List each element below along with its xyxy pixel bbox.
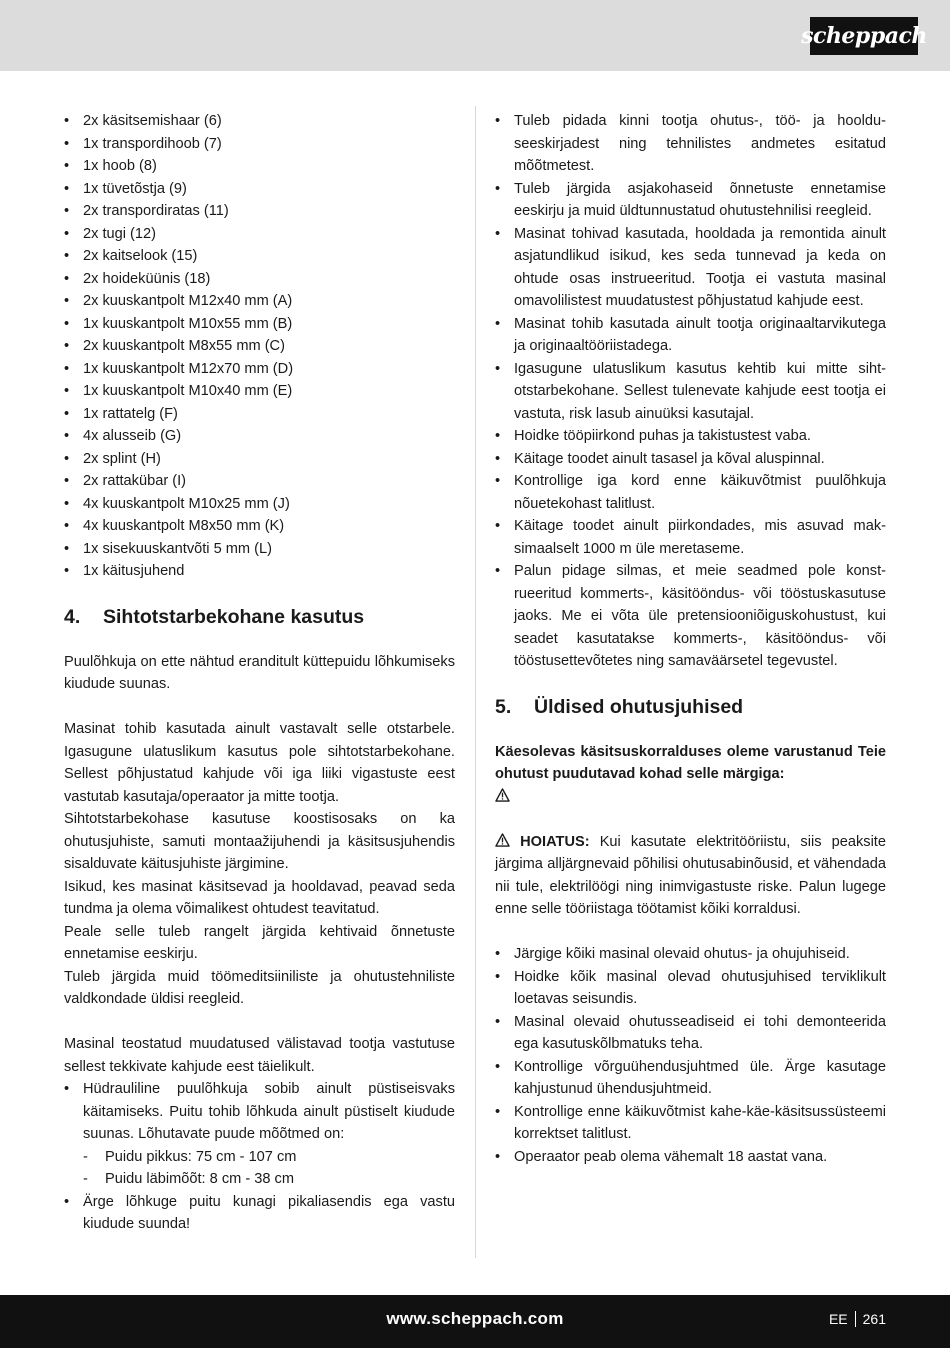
list-item: • 2x käsitsemishaar (6) bbox=[64, 110, 455, 133]
list-item: • Käitage toodet ainult tasasel ja kõval aluspinnal. bbox=[495, 448, 886, 471]
paragraph: Isikud, kes masinat käsitsevad ja hooldavad, peavad seda tundma ja olema võimalikest ohtudest teavitatud. bbox=[64, 878, 455, 917]
list-item: • 1x käitusjuhend bbox=[64, 560, 455, 583]
language-code: EE bbox=[828, 1311, 848, 1327]
list-item: • Kontrollige võrguühendusjuhtmed üle. Ärge kasutage kahjustunud ühendusjuhtmeid. bbox=[495, 1056, 886, 1101]
list-item: • Masinat tohivad kasutada, hooldada ja remontida ainult asjatundlikud isikud, kes seda tunnevad ja keda on ohtude osas instrueeritud. Tootja ei vastuta masinal omavolilistest muudatustest põhjustatud kahjude eest. bbox=[495, 223, 886, 313]
footer-website-link[interactable]: www.scheppach.com bbox=[386, 1309, 564, 1328]
list-item: - Puidu läbimõõt: 8 cm - 38 cm bbox=[83, 1168, 455, 1191]
paragraph: Masinat tohib kasutada ainult vastavalt selle otstarbele. Igasugune ulatuslikum kasutus pole sihtotstarbekohane. Sellest põhjustatud kahjude või iga liiki vigastuste eest vastutab kasutaja/operaator ja mitte tootja. bbox=[64, 721, 455, 805]
left-column bbox=[64, 110, 455, 1236]
section-number: 5. bbox=[495, 695, 512, 718]
list-item: • Operaator peab olema vähemalt 18 aastat vana. bbox=[495, 1146, 886, 1169]
list-item: • Masinat tohib kasutada ainult tootja originaaltarvikutega ja originaaltööriistadega. bbox=[495, 313, 886, 358]
section-number: 4. bbox=[64, 605, 81, 628]
list-item: • 2x kuuskantpolt M8x55 mm (C) bbox=[64, 335, 455, 358]
list-item: • Palun pidage silmas, et meie seadmed pole konstrueeritud kommerts-, käsitööndus- või tööstuskasutuse jaoks. Me ei võta üle pretensiooniõiguskohustust, kui seadet kasutatakse kommerts-, käsitööndus- või tööstusettevõtetes ning samaväärsetel tegevustel. bbox=[495, 560, 886, 673]
list-item: • Hoidke kõik masinal olevad ohutusjuhised terviklikult loetavas seisundis. bbox=[495, 966, 886, 1011]
right-column bbox=[495, 110, 886, 1168]
warning-paragraph bbox=[495, 831, 886, 921]
warning-label: HOIATUS: bbox=[520, 833, 590, 850]
list-item: • Kontrollige enne käikuvõtmist kahe-käe-käsitsussüsteemi korrektset talitlust. bbox=[495, 1101, 886, 1146]
page-number: 261 bbox=[862, 1311, 886, 1327]
safety-list bbox=[495, 943, 886, 1168]
section-5-heading bbox=[495, 695, 886, 719]
section-4-heading bbox=[64, 605, 455, 629]
paragraph: Tuleb järgida muid töömeditsiiniliste ja ohutustehniliste valdkondade üldisi reegleid. bbox=[64, 968, 455, 1007]
safety-intro bbox=[495, 741, 886, 809]
list-item: • Kontrollige iga kord enne käikuvõtmist puulõhkuja nõuetekohast talitlust. bbox=[495, 470, 886, 515]
list-item: • 2x transpordiratas (11) bbox=[64, 200, 455, 223]
list-item: • 1x rattatelg (F) bbox=[64, 403, 455, 426]
list-item: • 1x kuuskantpolt M10x55 mm (B) bbox=[64, 313, 455, 336]
scheppach-logo: scheppach bbox=[810, 17, 918, 55]
list-item bbox=[64, 1078, 455, 1191]
list-item: • 2x rattakübar (I) bbox=[64, 470, 455, 493]
list-item: • Tuleb järgida asjakohaseid õnnetuste ennetamise eeskirju ja muid üldtunnustatud ohutustehnilisi reegleid. bbox=[495, 178, 886, 223]
list-item: • 4x alusseib (G) bbox=[64, 425, 455, 448]
list-item: • Hoidke tööpiirkond puhas ja takistustest vaba. bbox=[495, 425, 886, 448]
list-item: • 1x kuuskantpolt M10x40 mm (E) bbox=[64, 380, 455, 403]
list-item: • Tuleb pidada kinni tootja ohutus-, töö- ja hoolduseeskirjadest ning tehnilistes andmetes esitatud mõõtmetest. bbox=[495, 110, 886, 178]
section-title: Sihtotstarbekohane kasutus bbox=[103, 605, 365, 628]
usage-list bbox=[64, 1078, 455, 1236]
warning-triangle-icon bbox=[495, 833, 510, 847]
list-item: • Ärge lõhkuge puitu kunagi pikaliasendis ega vastu kiudude suunda! bbox=[64, 1191, 455, 1236]
column-divider bbox=[475, 106, 476, 1258]
warning-triangle-icon bbox=[495, 788, 510, 802]
paragraph: Masinal teostatud muudatused välistavad tootja vastutuse sellest tekkivate kahjude eest täielikult. bbox=[64, 1036, 455, 1075]
list-item: • Käitage toodet ainult piirkondades, mis asuvad maksimaalselt 1000 m üle meretaseme. bbox=[495, 515, 886, 560]
footer-page-info bbox=[829, 1311, 886, 1327]
page-header bbox=[0, 0, 950, 71]
list-item: • 4x kuuskantpolt M8x50 mm (K) bbox=[64, 515, 455, 538]
list-item-text: Hüdrauliline puulõhkuja sobib ainult püstiseisvaks käitamiseks. Puitu tohib lõhkuda ainult püstiselt kiudude suunas. Lõhutavate puude mõõtmed on: bbox=[83, 1081, 455, 1142]
paragraph: Puulõhkuja on ette nähtud eranditult küttepuidu lõhkumiseks kiudude suunas. bbox=[64, 653, 455, 692]
list-item: • Igasugune ulatuslikum kasutus kehtib kui mitte sihtotstarbekohane. Sellest tulenevate kahjude eest tootja ei vastuta, risk lasub ainuüksi kasutajal. bbox=[495, 358, 886, 426]
page-footer bbox=[0, 1295, 950, 1348]
list-item: • 2x tugi (12) bbox=[64, 223, 455, 246]
list-item: • 2x kaitselook (15) bbox=[64, 245, 455, 268]
list-item: • 1x kuuskantpolt M12x70 mm (D) bbox=[64, 358, 455, 381]
list-item: • 2x hoideküünis (18) bbox=[64, 268, 455, 291]
list-item: • 4x kuuskantpolt M10x25 mm (J) bbox=[64, 493, 455, 516]
list-item: • 2x splint (H) bbox=[64, 448, 455, 471]
warning-text: Kui kasutate elektritööriistu, siis peaksite järgima alljärgnevaid põhilisi ohutusabinõusid, et vähendada nii tule, elektrilöögi ning inimvigastuste riske. Palun lugege enne selle tööriistaga töötamist kõiki korraldusi. bbox=[495, 833, 886, 917]
list-item: • 1x hoob (8) bbox=[64, 155, 455, 178]
list-item: • 1x sisekuuskantvõti 5 mm (L) bbox=[64, 538, 455, 561]
separator bbox=[855, 1311, 856, 1327]
list-item: - Puidu pikkus: 75 cm - 107 cm bbox=[83, 1146, 455, 1169]
list-item: • Järgige kõiki masinal olevaid ohutus- ja ohujuhiseid. bbox=[495, 943, 886, 966]
contents-list bbox=[64, 110, 455, 583]
section-title: Üldised ohutusjuhised bbox=[534, 695, 744, 718]
paragraph: Peale selle tuleb rangelt järgida kehtivaid õnnetuste ennetamise eeskirju. bbox=[64, 923, 455, 962]
rules-list bbox=[495, 110, 886, 673]
paragraph: Sihtotstarbekohase kasutuse koostisosaks on ka ohutusjuhiste, samuti montaažijuhendi ja käsitsusjuhendis sisalduvate käitusjuhiste järgimine. bbox=[64, 811, 455, 872]
list-item: • Masinal olevaid ohutusseadiseid ei tohi demonteerida ega kasutuskõlbmatuks teha. bbox=[495, 1011, 886, 1056]
list-item: • 1x tüvetõstja (9) bbox=[64, 178, 455, 201]
list-item: • 1x transpordihoob (7) bbox=[64, 133, 455, 156]
dimension-list bbox=[83, 1146, 455, 1191]
safety-intro-text: Käesolevas käsitsuskorralduses oleme varustanud Teie ohutust puudutavad kohad selle märgiga: bbox=[495, 743, 886, 782]
list-item: • 2x kuuskantpolt M12x40 mm (A) bbox=[64, 290, 455, 313]
